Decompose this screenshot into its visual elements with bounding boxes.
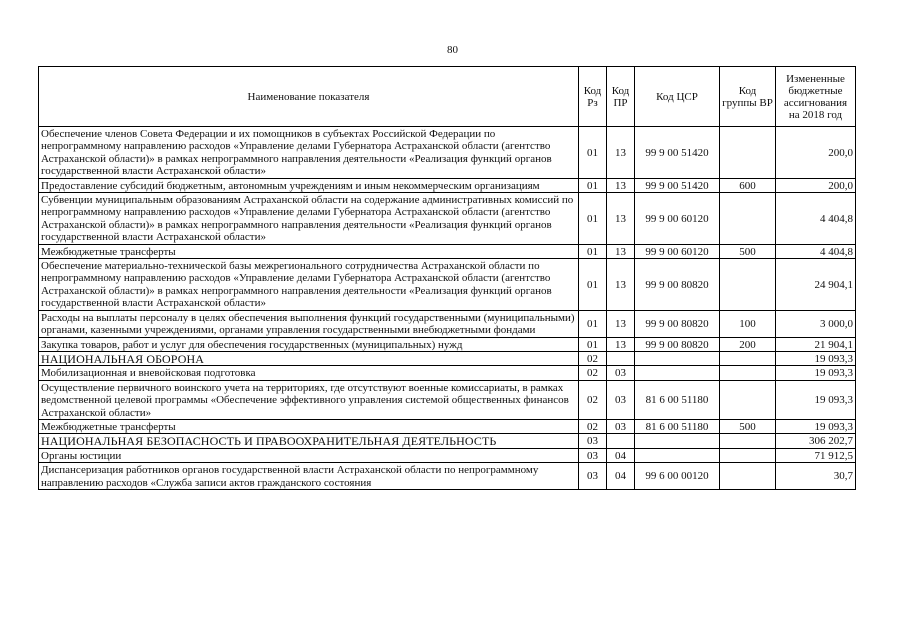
budget-table	[38, 66, 856, 490]
row-amount: 30,7	[776, 463, 856, 490]
row-pr-code	[607, 434, 635, 448]
row-csr-code: 99 9 00 60120	[635, 193, 720, 245]
row-rz-code: 01	[579, 178, 607, 192]
row-rz-code: 01	[579, 337, 607, 351]
row-pr-code: 13	[607, 193, 635, 245]
row-vr-code	[720, 463, 776, 490]
header-csr: Код ЦСР	[635, 67, 720, 127]
row-vr-code: 200	[720, 337, 776, 351]
row-vr-code	[720, 259, 776, 311]
row-amount: 306 202,7	[776, 434, 856, 448]
table-row	[39, 448, 856, 462]
row-rz-code: 02	[579, 366, 607, 380]
row-amount: 71 912,5	[776, 448, 856, 462]
row-rz-code: 01	[579, 193, 607, 245]
table-row	[39, 127, 856, 179]
row-csr-code: 81 6 00 51180	[635, 380, 720, 419]
row-rz-code: 02	[579, 419, 607, 433]
row-name: Обеспечение материально-технической базы межрегионального сотрудничества Астраханской области по непрограммному направлению расходов «Управление делами Губернатора Астраханской области (агентство Астраханской области)» в рамках непрограммного направления деятельности «Реализация функций органов государственной власти Астраханской области»	[39, 259, 579, 311]
row-amount: 200,0	[776, 178, 856, 192]
row-amount: 3 000,0	[776, 310, 856, 337]
row-name: Расходы на выплаты персоналу в целях обеспечения выполнения функций государственными (муниципальными) органами, казенными учреждениями, органами управления государственными внебюджетными фондами	[39, 310, 579, 337]
page-number: 80	[447, 44, 458, 56]
table-row	[39, 419, 856, 433]
row-name: Межбюджетные трансферты	[39, 244, 579, 258]
row-vr-code: 500	[720, 419, 776, 433]
row-name: Диспансеризация работников органов государственной власти Астраханской области по непрограммному направлению расходов «Служба записи актов гражданского состояния	[39, 463, 579, 490]
row-csr-code	[635, 448, 720, 462]
row-name: Мобилизационная и вневойсковая подготовка	[39, 366, 579, 380]
row-vr-code: 500	[720, 244, 776, 258]
table-row	[39, 351, 856, 365]
table-row	[39, 434, 856, 448]
row-rz-code: 02	[579, 351, 607, 365]
row-pr-code: 04	[607, 448, 635, 462]
row-name: Предоставление субсидий бюджетным, автономным учреждениям и иным некоммерческим организациям	[39, 178, 579, 192]
row-name: Органы юстиции	[39, 448, 579, 462]
row-csr-code: 99 9 00 80820	[635, 337, 720, 351]
row-csr-code: 99 9 00 80820	[635, 259, 720, 311]
row-name: НАЦИОНАЛЬНАЯ БЕЗОПАСНОСТЬ И ПРАВООХРАНИТЕЛЬНАЯ ДЕЯТЕЛЬНОСТЬ	[39, 434, 579, 448]
row-pr-code: 13	[607, 337, 635, 351]
row-name: Обеспечение членов Совета Федерации и их помощников в субъектах Российской Федерации по непрограммному направлению расходов «Управление делами Губернатора Астраханской области (агентство Астраханской области)» в рамках непрограммного направления деятельности «Реализация функций органов государственной власти Астраханской области»	[39, 127, 579, 179]
row-vr-code	[720, 434, 776, 448]
table-row	[39, 366, 856, 380]
row-pr-code: 13	[607, 310, 635, 337]
table-row	[39, 193, 856, 245]
row-pr-code: 13	[607, 259, 635, 311]
table-row	[39, 310, 856, 337]
row-amount: 24 904,1	[776, 259, 856, 311]
row-csr-code: 81 6 00 51180	[635, 419, 720, 433]
row-name: НАЦИОНАЛЬНАЯ ОБОРОНА	[39, 351, 579, 365]
table-row	[39, 178, 856, 192]
row-rz-code: 03	[579, 434, 607, 448]
row-pr-code: 13	[607, 178, 635, 192]
row-vr-code	[720, 380, 776, 419]
table-header-row	[39, 67, 856, 127]
row-amount: 19 093,3	[776, 419, 856, 433]
row-csr-code: 99 9 00 51420	[635, 178, 720, 192]
row-pr-code: 03	[607, 419, 635, 433]
row-name: Осуществление первичного воинского учета на территориях, где отсутствуют военные комиссариаты, в рамках ведомственной целевой программы «Обеспечение эффективного управления системой общественных финансов Астраханской области»	[39, 380, 579, 419]
row-vr-code	[720, 193, 776, 245]
table-row	[39, 244, 856, 258]
row-csr-code	[635, 351, 720, 365]
row-rz-code: 01	[579, 259, 607, 311]
row-pr-code: 13	[607, 127, 635, 179]
row-amount: 4 404,8	[776, 244, 856, 258]
row-pr-code: 03	[607, 366, 635, 380]
row-vr-code: 100	[720, 310, 776, 337]
header-rz: Код Рз	[579, 67, 607, 127]
row-pr-code: 13	[607, 244, 635, 258]
row-name: Закупка товаров, работ и услуг для обеспечения государственных (муниципальных) нужд	[39, 337, 579, 351]
row-pr-code: 03	[607, 380, 635, 419]
row-amount: 19 093,3	[776, 366, 856, 380]
row-amount: 4 404,8	[776, 193, 856, 245]
table-row	[39, 259, 856, 311]
header-pr: Код ПР	[607, 67, 635, 127]
row-amount: 19 093,3	[776, 380, 856, 419]
table-row	[39, 337, 856, 351]
header-amount: Измененные бюджетные ассигнования на 2018 год	[776, 67, 856, 127]
row-csr-code: 99 9 00 80820	[635, 310, 720, 337]
row-pr-code	[607, 351, 635, 365]
row-vr-code: 600	[720, 178, 776, 192]
row-amount: 19 093,3	[776, 351, 856, 365]
row-csr-code: 99 9 00 51420	[635, 127, 720, 179]
row-rz-code: 01	[579, 127, 607, 179]
row-name: Субвенции муниципальным образованиям Астраханской области на содержание административных комиссий по непрограммному направлению расходов «Управление делами Губернатора Астраханской области (агентство Астраханской области)» в рамках непрограммного направления деятельности «Реализация функций органов государственной власти Астраханской области»	[39, 193, 579, 245]
row-amount: 200,0	[776, 127, 856, 179]
row-vr-code	[720, 351, 776, 365]
row-rz-code: 02	[579, 380, 607, 419]
row-rz-code: 03	[579, 463, 607, 490]
row-name: Межбюджетные трансферты	[39, 419, 579, 433]
row-rz-code: 03	[579, 448, 607, 462]
row-pr-code: 04	[607, 463, 635, 490]
row-amount: 21 904,1	[776, 337, 856, 351]
row-rz-code: 01	[579, 310, 607, 337]
table-row	[39, 463, 856, 490]
row-vr-code	[720, 448, 776, 462]
table-row	[39, 380, 856, 419]
row-csr-code	[635, 366, 720, 380]
row-csr-code: 99 6 00 00120	[635, 463, 720, 490]
row-vr-code	[720, 366, 776, 380]
row-csr-code: 99 9 00 60120	[635, 244, 720, 258]
row-csr-code	[635, 434, 720, 448]
header-name: Наименование показателя	[39, 67, 579, 127]
row-rz-code: 01	[579, 244, 607, 258]
header-vr: Код группы ВР	[720, 67, 776, 127]
row-vr-code	[720, 127, 776, 179]
